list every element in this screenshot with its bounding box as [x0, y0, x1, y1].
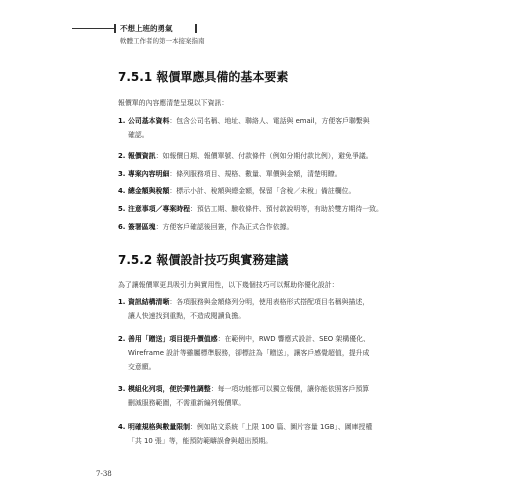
list-item-line — [128, 382, 428, 396]
list-item-body — [128, 332, 428, 374]
list-item-line — [128, 434, 428, 448]
list-item-number: 3. — [118, 385, 126, 393]
list-item-line — [128, 420, 428, 434]
list-item-body — [128, 420, 428, 448]
list-item-body — [128, 220, 428, 234]
section-heading-7-5-1: 7.5.1 報價單應具備的基本要素 — [118, 70, 289, 84]
list-item-body — [128, 149, 428, 163]
list-item-body — [128, 167, 428, 181]
list-item-text: Wireframe 設計等雖屬標準服務，卻標註為「贈送」，讓客戶感覺超值，提升成 — [128, 349, 370, 357]
list-item-body — [128, 382, 428, 410]
list-item-body — [128, 202, 428, 216]
list-item-line — [128, 360, 428, 374]
list-item-term: 注意事項／專案時程 — [128, 205, 191, 213]
header-title-end-mark — [195, 24, 197, 33]
list-item-number: 5. — [118, 205, 126, 213]
list-item-term: 明確規格與數量限制 — [128, 423, 191, 431]
list-item-term: 專案內容明細 — [128, 170, 170, 178]
list-item-number: 4. — [118, 187, 126, 195]
list-item-text: 刪減服務範圍，不需重新編列報價單。 — [128, 399, 246, 407]
list-item-text: 讓人快速找到重點，不造成閱讀負擔。 — [128, 312, 246, 320]
list-item-line — [128, 396, 428, 410]
list-item-line — [128, 220, 428, 234]
list-item-text: ：每一項功能都可以獨立報價，讓你能依照客戶預算 — [210, 385, 370, 393]
list-item-text: ：預估工期、驗收條件、預付款說明等，有助於雙方期待一致。 — [190, 205, 383, 213]
list-item-text: ：條列服務項目、規格、數量、單價與金額，清楚明瞭。 — [169, 170, 342, 178]
list-item-number: 6. — [118, 223, 126, 231]
list-item-term: 報價資訊 — [128, 152, 156, 160]
section2-intro: 為了讓報價單更具吸引力與實用性，以下幾個技巧可以幫助你優化設計： — [118, 281, 339, 289]
list-item-text: ：包含公司名稱、地址、聯絡人、電話與 email，方便客戶聯繫與 — [169, 117, 370, 125]
list-item-line — [128, 295, 428, 309]
list-item-text: ：在範例中，RWD 響應式設計、SEO 架構優化、 — [217, 335, 370, 343]
list-item-text: ：如報價日期、報價單號、付款條件（例如分期付款比例），避免爭議。 — [155, 152, 373, 160]
list-item-line — [128, 167, 428, 181]
list-item-line — [128, 114, 428, 128]
section1-intro: 報價單的內容應清楚呈現以下資訊： — [118, 99, 229, 107]
list-item-term: 善用「贈送」項目提升價值感 — [128, 335, 218, 343]
list-item-line — [128, 184, 428, 198]
list-item-body — [128, 295, 428, 323]
list-item-line — [128, 202, 428, 216]
page-number: 7-38 — [96, 470, 112, 478]
list-item-body — [128, 184, 428, 198]
list-item-line — [128, 149, 428, 163]
list-item-term: 模組化列項，便於彈性調整 — [128, 385, 211, 393]
list-item-number: 1. — [118, 298, 126, 306]
list-item-line — [128, 309, 428, 323]
list-item-line — [128, 346, 428, 360]
list-item-number: 4. — [118, 423, 126, 431]
list-item-number: 2. — [118, 335, 126, 343]
list-item-text: 確認。 — [128, 131, 149, 139]
list-item-term: 總金額與稅額 — [128, 187, 170, 195]
section-heading-7-5-2: 7.5.2 報價設計技巧與實務建議 — [118, 253, 289, 267]
list-item-text: ：各項服務與金額條列分明，使用表格形式搭配項目名稱與描述， — [169, 298, 370, 306]
running-header-title: 不想上班的勇氣 — [120, 24, 173, 33]
list-item-number: 3. — [118, 170, 126, 178]
list-item-number: 1. — [118, 117, 126, 125]
running-header-subtitle: 軟體工作者的第一本接案指南 — [120, 37, 205, 45]
list-item-line — [128, 332, 428, 346]
list-item-text: ：例如貼文系統「上限 100 篇、圖片容量 1GB」、圖庫授權 — [190, 423, 373, 431]
header-rule-mark — [114, 24, 116, 33]
list-item-line — [128, 128, 428, 142]
list-item-text: 「共 10 張」等，能預防範疇誤會與超出預期。 — [128, 437, 273, 445]
list-item-text: ：方便客戶確認後回簽，作為正式合作依據。 — [155, 223, 294, 231]
list-item-text: ：標示小計、稅額與總金額，保留「含稅／未稅」備註欄位。 — [169, 187, 356, 195]
list-item-term: 資訊結構清晰 — [128, 298, 170, 306]
header-rule — [72, 28, 116, 29]
list-item-text: 交意願。 — [128, 363, 156, 371]
list-item-number: 2. — [118, 152, 126, 160]
list-item-term: 簽署區塊 — [128, 223, 156, 231]
list-item-body — [128, 114, 428, 142]
list-item-term: 公司基本資料 — [128, 117, 170, 125]
